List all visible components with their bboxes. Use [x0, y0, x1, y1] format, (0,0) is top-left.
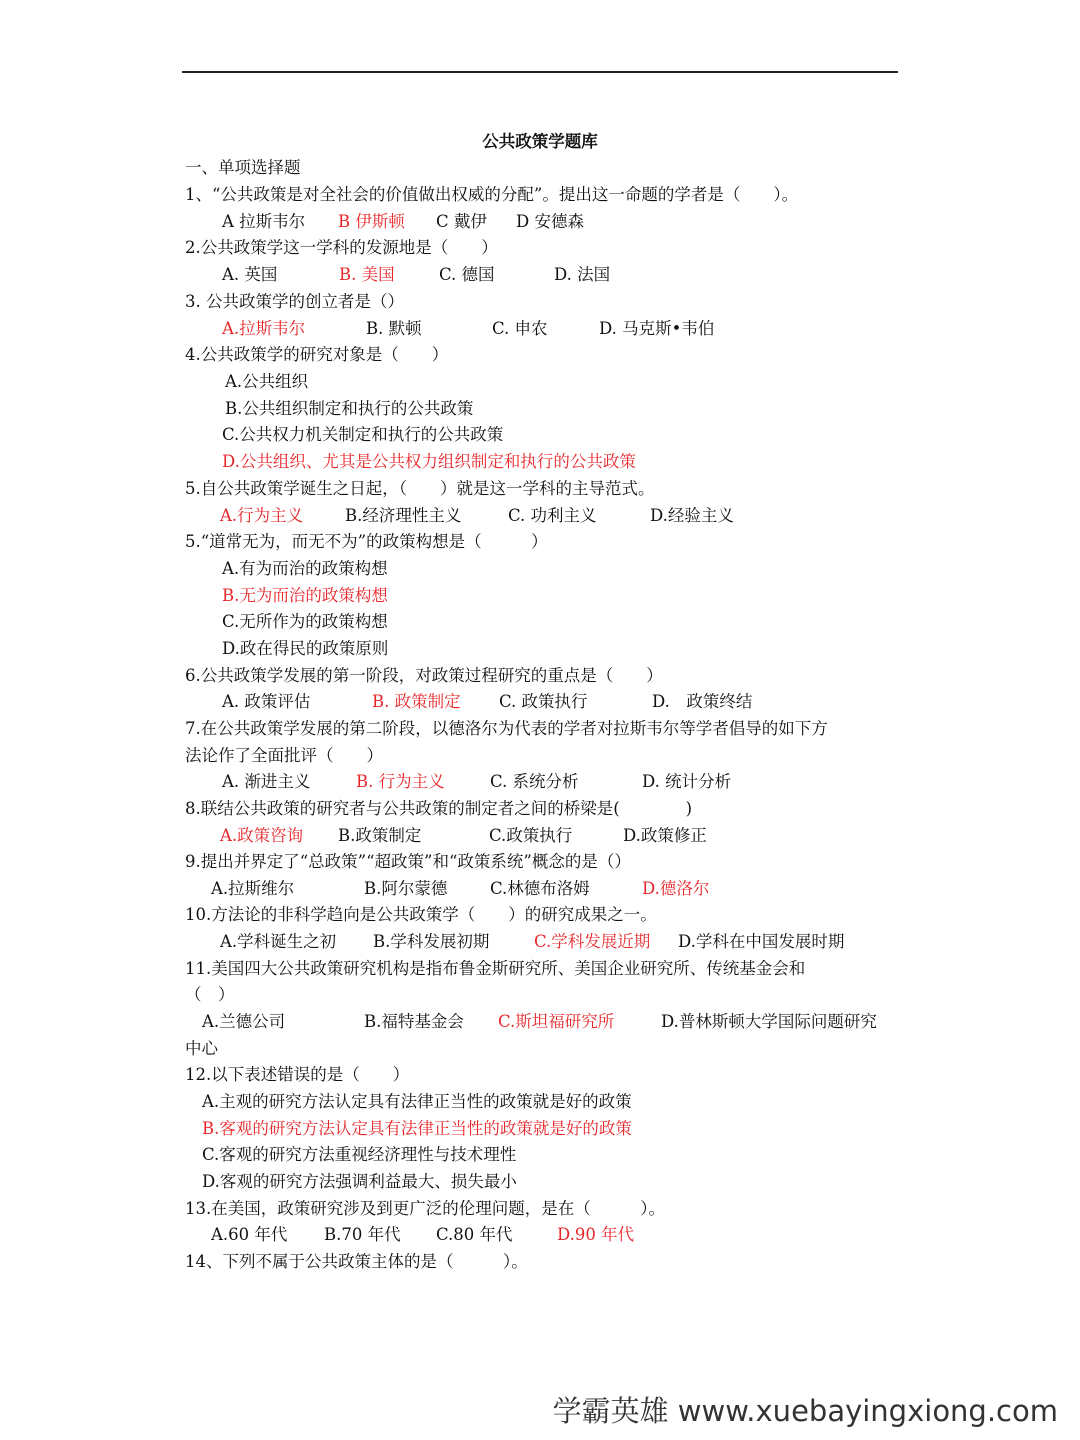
- question-5b: 5.“道常无为，而无不为”的政策构想是（ ）: [185, 532, 548, 551]
- q2-option-c: C. 德国: [439, 265, 495, 284]
- question-8: 8.联结公共政策的研究者与公共政策的制定者之间的桥梁是( ): [185, 799, 693, 818]
- q9-option-d-answer: D.德洛尔: [642, 879, 710, 898]
- q7-option-c: C. 系统分析: [490, 772, 579, 791]
- q1-option-a: A 拉斯韦尔: [222, 212, 306, 231]
- question-14: 14、下列不属于公共政策主体的是（ ）。: [185, 1252, 528, 1271]
- question-13: 13.在美国，政策研究涉及到更广泛的伦理问题，是在（ ）。: [185, 1199, 665, 1218]
- q7-option-d: D. 统计分析: [642, 772, 732, 791]
- q4-option-b: B.公共组织制定和执行的公共政策: [225, 399, 474, 418]
- q3-option-d: D. 马克斯•韦伯: [599, 319, 715, 338]
- question-3: 3. 公共政策学的创立者是（）: [185, 292, 404, 311]
- question-7: 7.在公共政策学发展的第二阶段，以德洛尔为代表的学者对拉斯韦尔等学者倡导的如下方: [185, 719, 828, 738]
- question-10: 10.方法论的非科学趋向是公共政策学（ ）的研究成果之一。: [185, 905, 657, 924]
- q3-option-c: C. 申农: [492, 319, 548, 338]
- q9-option-c: C.林德布洛姆: [490, 879, 590, 898]
- q3-option-b: B. 默顿: [366, 319, 422, 338]
- q10-option-d: D.学科在中国发展时期: [678, 932, 845, 951]
- q8-option-a-answer: A.政策咨询: [220, 826, 304, 845]
- q11-option-c-answer: C.斯坦福研究所: [498, 1012, 615, 1031]
- question-7-cont: 法论作了全面批评（ ）: [185, 746, 383, 765]
- q8-option-b: B.政策制定: [338, 826, 422, 845]
- q5b-option-c: C.无所作为的政策构想: [222, 612, 388, 631]
- question-11-cont: （ ）: [185, 985, 235, 1004]
- section-heading: 一、单项选择题: [185, 158, 301, 177]
- q11-option-d-cont: 中心: [185, 1039, 218, 1058]
- q6-option-b-answer: B. 政策制定: [372, 692, 461, 711]
- question-9: 9.提出并界定了“总政策”“超政策”和“政策系统”概念的是（）: [185, 852, 631, 871]
- q6-option-a: A. 政策评估: [222, 692, 311, 711]
- q5b-option-b-answer: B.无为而治的政策构想: [222, 586, 388, 605]
- q8-option-c: C.政策执行: [489, 826, 573, 845]
- question-2: 2.公共政策学这一学科的发源地是（ ）: [185, 238, 498, 257]
- q6-option-c: C. 政策执行: [499, 692, 588, 711]
- q3-option-a-answer: A.拉斯韦尔: [222, 319, 306, 338]
- q12-option-a: A.主观的研究方法认定具有法律正当性的政策就是好的政策: [202, 1092, 632, 1111]
- question-4: 4.公共政策学的研究对象是（ ）: [185, 345, 449, 364]
- q10-option-c-answer: C.学科发展近期: [534, 932, 651, 951]
- question-6: 6.公共政策学发展的第一阶段，对政策过程研究的重点是（ ）: [185, 666, 663, 685]
- q1-option-b-answer: B 伊斯顿: [338, 212, 405, 231]
- q11-option-a: A.兰德公司: [202, 1012, 286, 1031]
- q6-option-d: D. 政策终结: [652, 692, 753, 711]
- q12-option-b-answer: B.客观的研究方法认定具有法律正当性的政策就是好的政策: [202, 1119, 632, 1138]
- page-title: 公共政策学题库: [482, 132, 598, 151]
- q10-option-b: B.学科发展初期: [373, 932, 490, 951]
- q11-option-b: B.福特基金会: [364, 1012, 464, 1031]
- q4-option-d-answer: D.公共组织、尤其是公共权力组织制定和执行的公共政策: [222, 452, 636, 471]
- q10-option-a: A.学科诞生之初: [220, 932, 337, 951]
- q12-option-c: C.客观的研究方法重视经济理性与技术理性: [202, 1145, 517, 1164]
- q11-option-d: D.普林斯顿大学国际问题研究: [661, 1012, 877, 1031]
- q9-option-a: A.拉斯维尔: [211, 879, 295, 898]
- q13-option-b: B.70 年代: [324, 1225, 401, 1244]
- watermark: 学霸英雄 www.xuebayingxiong.com: [552, 1394, 1058, 1428]
- q13-option-c: C.80 年代: [436, 1225, 513, 1244]
- question-12: 12.以下表述错误的是（ ）: [185, 1065, 410, 1084]
- q5b-option-d: D.政在得民的政策原则: [222, 639, 389, 658]
- question-5: 5.自公共政策学诞生之日起，（ ）就是这一学科的主导范式。: [185, 479, 655, 498]
- q2-option-d: D. 法国: [554, 265, 611, 284]
- q7-option-b-answer: B. 行为主义: [356, 772, 445, 791]
- q2-option-a: A. 英国: [222, 265, 278, 284]
- q7-option-a: A. 渐进主义: [222, 772, 311, 791]
- q5b-option-a: A.有为而治的政策构想: [222, 559, 388, 578]
- header-rule: [182, 71, 898, 73]
- q12-option-d: D.客观的研究方法强调利益最大、损失最小: [202, 1172, 517, 1191]
- q1-option-c: C 戴伊: [436, 212, 487, 231]
- q5-option-c: C. 功利主义: [508, 506, 597, 525]
- question-1: 1、“公共政策是对全社会的价值做出权威的分配”。提出这一命题的学者是（ ）。: [185, 185, 799, 204]
- q4-option-c: C.公共权力机关制定和执行的公共政策: [222, 425, 504, 444]
- q13-option-a: A.60 年代: [211, 1225, 288, 1244]
- q2-option-b-answer: B. 美国: [339, 265, 395, 284]
- q5-option-d: D.经验主义: [650, 506, 734, 525]
- question-11: 11.美国四大公共政策研究机构是指布鲁金斯研究所、美国企业研究所、传统基金会和: [185, 959, 806, 978]
- q5-option-a-answer: A.行为主义: [220, 506, 304, 525]
- q1-option-d: D 安德森: [516, 212, 584, 231]
- q4-option-a: A.公共组织: [225, 372, 309, 391]
- q8-option-d: D.政策修正: [623, 826, 707, 845]
- q13-option-d-answer: D.90 年代: [557, 1225, 635, 1244]
- q5-option-b: B.经济理性主义: [345, 506, 462, 525]
- q9-option-b: B.阿尔蒙德: [364, 879, 448, 898]
